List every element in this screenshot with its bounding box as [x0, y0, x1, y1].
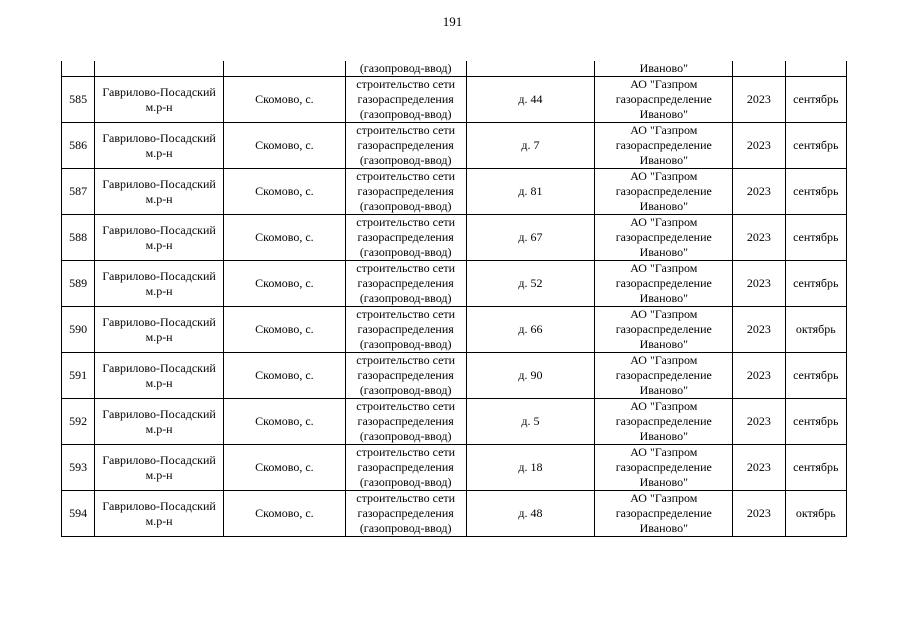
cell-organization: АО "Газпром газораспределение Иваново" — [595, 353, 733, 399]
cell-locality: Скомово, с. — [224, 445, 346, 491]
cell-work-type: строительство сети газораспределения (газопровод-ввод) — [345, 399, 466, 445]
cell-district: Гаврилово-Посадский м.р-н — [95, 399, 224, 445]
cell-organization: АО "Газпром газораспределение Иваново" — [595, 215, 733, 261]
cell-district — [95, 61, 224, 77]
cell-district: Гаврилово-Посадский м.р-н — [95, 77, 224, 123]
cell-work-type: строительство сети газораспределения (газопровод-ввод) — [345, 491, 466, 537]
cell-locality: Скомово, с. — [224, 77, 346, 123]
cell-month: октябрь — [785, 307, 846, 353]
cell-year: 2023 — [733, 491, 785, 537]
cell-address: д. 52 — [466, 261, 595, 307]
cell-locality: Скомово, с. — [224, 215, 346, 261]
table-row — [62, 77, 847, 123]
cell-work-type: строительство сети газораспределения (газопровод-ввод) — [345, 77, 466, 123]
cell-district: Гаврилово-Посадский м.р-н — [95, 307, 224, 353]
cell-organization: АО "Газпром газораспределение Иваново" — [595, 123, 733, 169]
cell-work-type: (газопровод-ввод) — [345, 61, 466, 77]
cell-month — [785, 61, 846, 77]
cell-month: сентябрь — [785, 261, 846, 307]
cell-work-type: строительство сети газораспределения (газопровод-ввод) — [345, 445, 466, 491]
cell-address: д. 90 — [466, 353, 595, 399]
cell-district: Гаврилово-Посадский м.р-н — [95, 215, 224, 261]
cell-address: д. 67 — [466, 215, 595, 261]
cell-organization: Иваново" — [595, 61, 733, 77]
cell-district: Гаврилово-Посадский м.р-н — [95, 169, 224, 215]
cell-locality: Скомово, с. — [224, 491, 346, 537]
cell-address: д. 18 — [466, 445, 595, 491]
cell-year: 2023 — [733, 169, 785, 215]
continuation-row — [62, 61, 847, 77]
table-row — [62, 169, 847, 215]
cell-organization: АО "Газпром газораспределение Иваново" — [595, 445, 733, 491]
cell-district: Гаврилово-Посадский м.р-н — [95, 123, 224, 169]
cell-work-type: строительство сети газораспределения (газопровод-ввод) — [345, 123, 466, 169]
table-row — [62, 123, 847, 169]
cell-organization: АО "Газпром газораспределение Иваново" — [595, 169, 733, 215]
cell-year: 2023 — [733, 123, 785, 169]
cell-address: д. 44 — [466, 77, 595, 123]
cell-month: сентябрь — [785, 399, 846, 445]
cell-month: сентябрь — [785, 215, 846, 261]
cell-address: д. 66 — [466, 307, 595, 353]
cell-work-type: строительство сети газораспределения (газопровод-ввод) — [345, 215, 466, 261]
cell-locality: Скомово, с. — [224, 307, 346, 353]
cell-work-type: строительство сети газораспределения (газопровод-ввод) — [345, 261, 466, 307]
cell-address: д. 5 — [466, 399, 595, 445]
cell-year: 2023 — [733, 445, 785, 491]
cell-year: 2023 — [733, 399, 785, 445]
cell-month: сентябрь — [785, 123, 846, 169]
cell-month: сентябрь — [785, 353, 846, 399]
cell-number — [62, 61, 95, 77]
table-row — [62, 353, 847, 399]
table-row — [62, 215, 847, 261]
cell-number: 594 — [62, 491, 95, 537]
cell-work-type: строительство сети газораспределения (газопровод-ввод) — [345, 307, 466, 353]
cell-number: 591 — [62, 353, 95, 399]
cell-month: сентябрь — [785, 445, 846, 491]
cell-year — [733, 61, 785, 77]
page-number: 191 — [442, 14, 463, 29]
cell-number: 586 — [62, 123, 95, 169]
cell-district: Гаврилово-Посадский м.р-н — [95, 261, 224, 307]
cell-number: 593 — [62, 445, 95, 491]
cell-month: сентябрь — [785, 169, 846, 215]
cell-number: 587 — [62, 169, 95, 215]
cell-number: 585 — [62, 77, 95, 123]
cell-locality — [224, 61, 346, 77]
cell-organization: АО "Газпром газораспределение Иваново" — [595, 77, 733, 123]
cell-organization: АО "Газпром газораспределение Иваново" — [595, 491, 733, 537]
cell-year: 2023 — [733, 353, 785, 399]
cell-address: д. 48 — [466, 491, 595, 537]
cell-address — [466, 61, 595, 77]
cell-district: Гаврилово-Посадский м.р-н — [95, 353, 224, 399]
cell-year: 2023 — [733, 77, 785, 123]
table-row — [62, 307, 847, 353]
cell-work-type: строительство сети газораспределения (газопровод-ввод) — [345, 169, 466, 215]
table-row — [62, 399, 847, 445]
table-row — [62, 445, 847, 491]
cell-work-type: строительство сети газораспределения (газопровод-ввод) — [345, 353, 466, 399]
cell-year: 2023 — [733, 307, 785, 353]
cell-address: д. 7 — [466, 123, 595, 169]
cell-year: 2023 — [733, 261, 785, 307]
cell-locality: Скомово, с. — [224, 399, 346, 445]
table-row — [62, 261, 847, 307]
cell-number: 589 — [62, 261, 95, 307]
cell-district: Гаврилово-Посадский м.р-н — [95, 491, 224, 537]
cell-number: 590 — [62, 307, 95, 353]
cell-number: 592 — [62, 399, 95, 445]
cell-organization: АО "Газпром газораспределение Иваново" — [595, 261, 733, 307]
cell-locality: Скомово, с. — [224, 123, 346, 169]
cell-number: 588 — [62, 215, 95, 261]
cell-district: Гаврилово-Посадский м.р-н — [95, 445, 224, 491]
gasification-table — [61, 61, 847, 537]
cell-address: д. 81 — [466, 169, 595, 215]
table-row — [62, 491, 847, 537]
cell-month: сентябрь — [785, 77, 846, 123]
cell-locality: Скомово, с. — [224, 261, 346, 307]
cell-year: 2023 — [733, 215, 785, 261]
cell-locality: Скомово, с. — [224, 353, 346, 399]
cell-organization: АО "Газпром газораспределение Иваново" — [595, 307, 733, 353]
cell-organization: АО "Газпром газораспределение Иваново" — [595, 399, 733, 445]
cell-month: октябрь — [785, 491, 846, 537]
table-body — [62, 61, 847, 537]
cell-locality: Скомово, с. — [224, 169, 346, 215]
